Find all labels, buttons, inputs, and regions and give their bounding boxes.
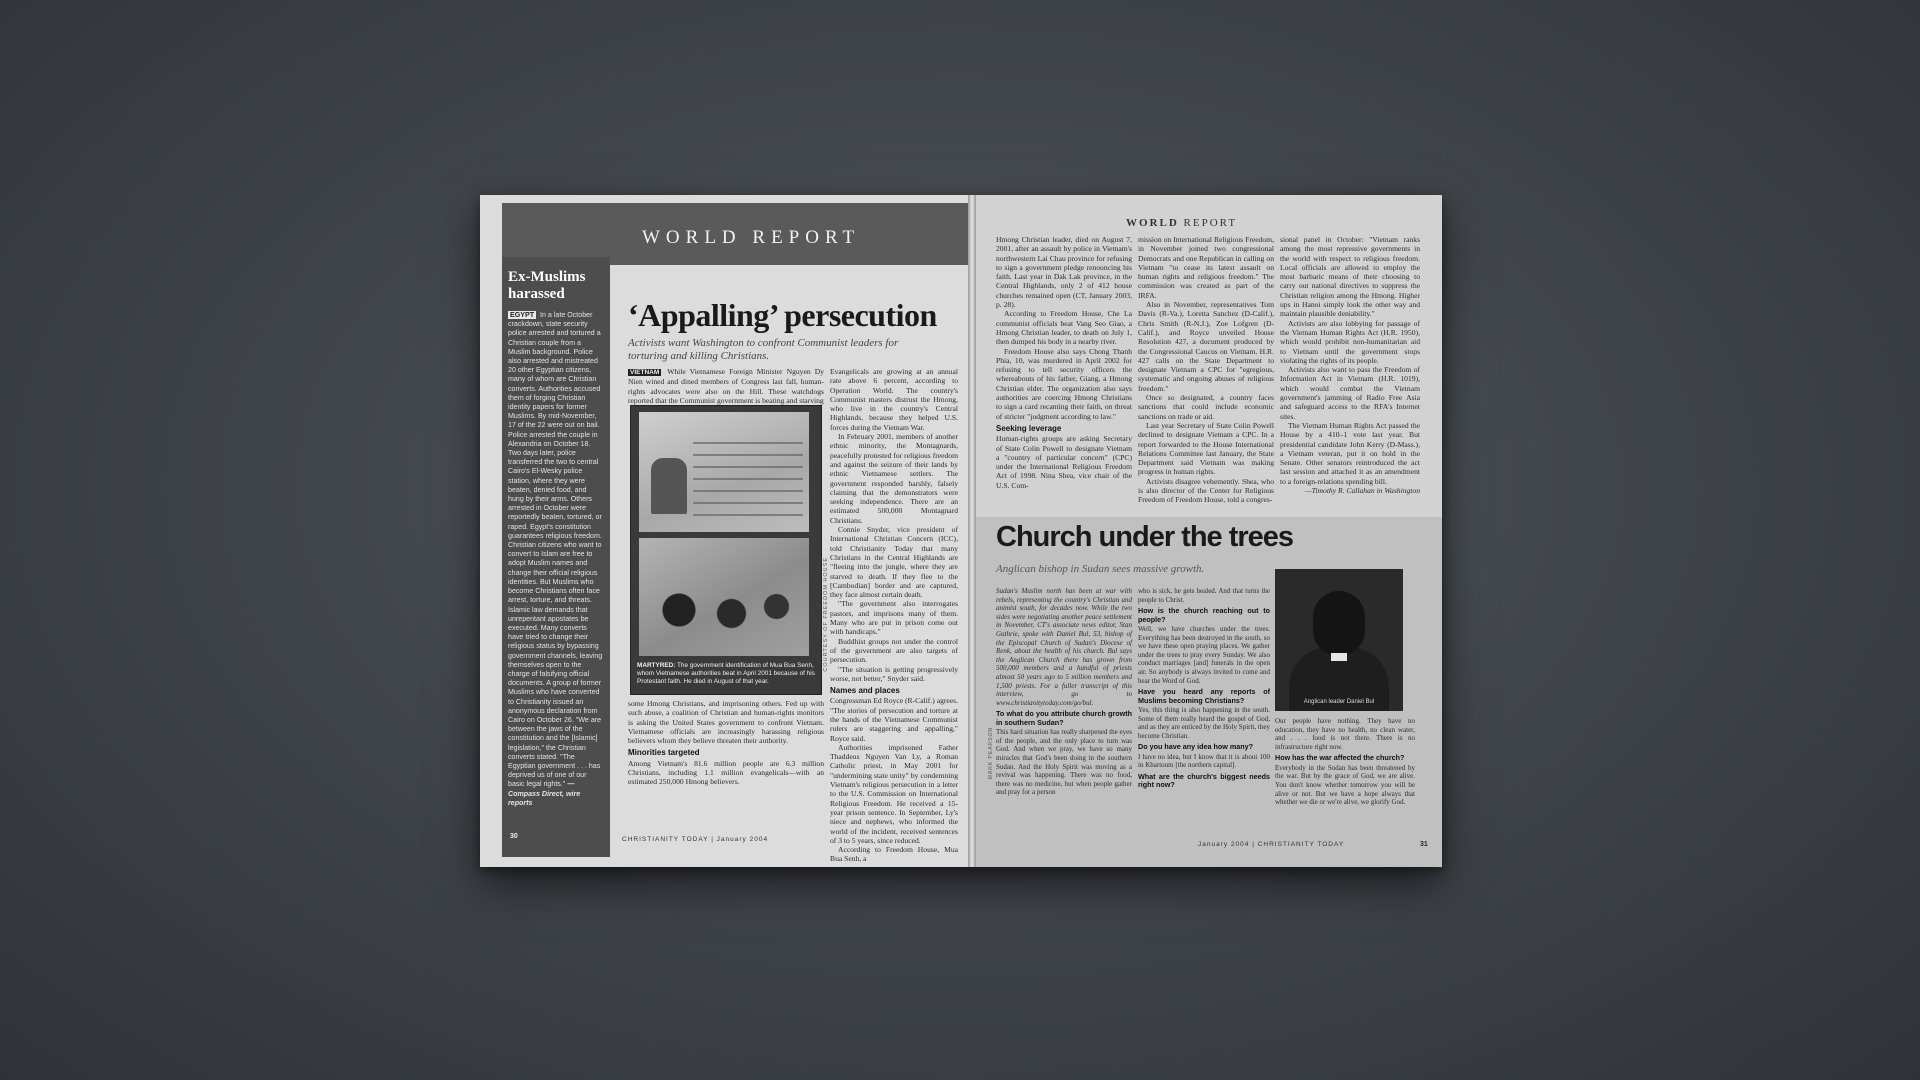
subhead: Names and places (830, 686, 900, 696)
interview-answer: Everybody in the Sudan has been threatened by the war. But by the grace of God, we are alive. You don't know whether tomorrow you will be alive or not. But we have a hope always that whether we die or we're alive, we glorify God. (1275, 763, 1415, 807)
continued-col1 (996, 235, 1132, 513)
body-text: According to Freedom House, Mua Bua Senh, a (830, 845, 958, 864)
article-credit: —Timothy R. Callahan in Washington (1304, 486, 1420, 496)
section-word: WORLD (1126, 217, 1179, 229)
article-deck: Activists want Washington to confront Communist leaders for torturing and killing Christians. (628, 337, 899, 362)
body-text: mission on International Religious Freedom, in November joined two congressional Democrats and one Republican in calling on Vietnam "to cease its latest assault on human rights and religious freedom." The commission was created as part of the IRFA. (1138, 235, 1274, 300)
publication-footer-right: January 2004 | CHRISTIANITY TODAY (1198, 841, 1345, 848)
sidebar-text: In a late October crackdown, state security police arrested and tortured a Christian couple from a Muslim background. Police also arrested and mistreated 20 other Egyptian citizens, many of whom are Christian converts. Authorities accused them of forging Christian identity papers for former Muslims. By mid-November, 17 of the 22 were out on bail. Police arrested the couple in Alexandria on October 18. Two days later, police transferred the two to central Cairo's El-Wesky police station, where they were beaten, denied food, and hung by their arms. Others arrested in October were reportedly beaten, tortured, or raped. Egypt's constitution guarantees religious freedom. Christian citizens who want to convert to Islam are free to adopt Muslim names and change their official religious identities. But Muslims who become Christians often face arrest, torture, and threats. Islamic law demands that unrepentant apostates be executed. Many converts have tried to change their religious status by bypassing government channels, leaving themselves open to the charge of falsifying official documents. A group of former Muslims who have converted to Christianity issued an anonymous declaration from Cairo on October 26. "We are between the jaws of the constitution and the [Islamic] legislation," the Christian converts stated. "The Egyptian government . . . has deprived us of one of our basic legal rights." (508, 311, 603, 789)
body-text: Also in November, representatives Tom Davis (R-Va.), Loretta Sanchez (D-Calif.), Chris Smith (R-N.J.), Zoe Lofgren (D-Calif.), and Royce unveiled House Resolution 427, a document produced by the Congressional Caucus on Vietnam. H.R. 427 calls on the State Department to designate Vietnam a CPC for "egregious, systematic and ongoing abuses of religious freedom." (1138, 300, 1274, 393)
interview-question: To what do you attribute church growth in southern Sudan? (996, 709, 1132, 727)
article-col2 (830, 367, 958, 864)
interview-col2 (1138, 587, 1270, 855)
photo-caption: Anglican leader Daniel Bul (1303, 699, 1375, 705)
body-text: Buddhist groups not under the control of the government are also targets of persecution. (830, 636, 958, 665)
bishop-portrait-photo (1275, 569, 1403, 711)
interview-answer: Our people have nothing. They have no education, they have no health, no clean water, and . . . food is not there. There is no infrastructure right now. (1275, 717, 1415, 751)
body-text: The Vietnam Human Rights Act passed the House by a 410–1 vote last year. But presidential candidate John Kerry (D-Mass.), a Vietnam veteran, put it on hold in the Senate. Other senators reintroduced the act last session and attached it as an amendment to a foreign-relations spending bill. (1280, 420, 1420, 486)
page-number-right: 31 (1420, 841, 1428, 848)
id-card-front (639, 412, 809, 532)
right-page (974, 195, 1442, 867)
article-col1-top (628, 367, 824, 403)
interview-intro: Sudan's Muslim north has been at war with rebels, representing the country's Christian and animist south, for decades now. While the two sides were negotiating another peace settlement in November, CT's associate news editor, Stan Guthrie, spoke with Daniel Bul, 53, bishop of the Episcopal Church of Sudan's Diocese of Renk, about the health of his church. Bul says the Anglican Church there has grown from 500,000 members and a handful of priests almost 50 years ago to 5 million members and 1,500 priests. For a fuller transcript of this interview, go to www.christianitytoday.com/go/bul. (996, 587, 1132, 707)
interview-answer: This hard situation has really sharpened the eyes of the people, and the only place to turn was God. And when we pray, we have so many miracles that God's been doing in the southern Sudan. And the Holy Spirit was moving as a revival was happening. There was no food, there was no medicine, but when people gather and pray for a person (996, 728, 1132, 797)
photo-caption (637, 662, 815, 685)
interview-question: Have you heard any reports of Muslims becoming Christians? (1138, 687, 1270, 705)
section-header (502, 203, 970, 265)
sidebar-headline: Ex-Muslims harassed (508, 269, 586, 302)
spine (968, 195, 976, 867)
body-text: Activists disagree vehemently. Shea, who is also director of the Center for Religious Freedom of Freedom House, told a congres- (1138, 476, 1274, 505)
id-card-photo (630, 405, 822, 695)
subhead: Minorities targeted (628, 748, 700, 758)
article-deck: Anglican bishop in Sudan sees massive growth. (996, 563, 1205, 575)
left-page (480, 195, 970, 867)
id-portrait (651, 458, 687, 514)
body-text: Connie Snyder, vice president of International Christian Concern (ICC), told Christianity Today that many Christians in the Central Highlands are "fleeing into the jungle, where they are starved to death. If they flee to the [Cambodian] border and are captured, they face almost certain death. (830, 525, 958, 600)
clerical-collar (1331, 653, 1347, 661)
interview-answer: who is sick, he gets healed. And that turns the people to Christ. (1138, 587, 1270, 604)
body-text: Activists also want to pass the Freedom of Information Act in Vietnam (H.R. 1019), which would combat the Vietnam government's jamming of Radio Free Asia and safeguard access to the RFA's Internet sites. (1280, 365, 1420, 421)
publication-footer-left: CHRISTIANITY TODAY | January 2004 (622, 836, 769, 843)
interview-answer: Well, we have churches under the trees. Everything has been destroyed in the south, so we have these open praying places. We gather under the trees to pray every Sunday. We also conduct marriages [and] funerals in the open air. So anybody is always invited to come and hear the Word of God. (1138, 625, 1270, 685)
body-text: Freedom House also says Chong Thanh Phia, 10, was murdered in April 2002 for refusing to tell security officers the whereabouts of his father, Giang, a Hmong Christian elder. The organization also says authorities are coercing Hmong Christians to sign a card recanting their faith, on threat of stricter "judgment according to law." (996, 346, 1132, 421)
body-text: Congressman Ed Royce (R-Calif.) agrees. "The stories of persecution and torture at the hands of the Vietnamese Communist rulers are staggering and appalling," Royce said. (830, 696, 958, 743)
sidebar-ex-muslims (502, 257, 610, 857)
page-number-left: 30 (510, 833, 518, 840)
body-text: Authorities imprisoned Father Thaddeus Nguyen Van Ly, a Roman Catholic priest, in May 2001 for "undermining state unity" by condemning Vietnam's religious persecution in a letter to the U.S. Commission on International Religious Freedom. He received a 15-year prison sentence. In September, Ly's niece and nephews, who informed the world of the incident, received sentences of 3 to 5 years, since reduced. (830, 742, 958, 845)
body-text: Hmong Christian leader, died on August 7, 2001, after an assault by police in Vietnam's northwestern Lai Chau province for refusing to sign a government pledge renouncing his faith. Last year in Dak Lak province, in the Central Highlands, only 2 of 412 house churches remained open (CT, January 2003, p. 28). (996, 235, 1132, 310)
portrait-face (1313, 591, 1365, 655)
section-header-right (1126, 217, 1237, 229)
country-tag: EGYPT (510, 311, 535, 319)
section-word: REPORT (1178, 217, 1238, 229)
body-text: Among Vietnam's 81.6 million people are 6.3 million Christians, including 1.1 million evangelicals—with an estimated 250,000 Hmong believers. (628, 758, 824, 787)
continued-col2 (1138, 235, 1274, 513)
magazine-spread (480, 195, 1442, 867)
interview-answer: Yes, this thing is also happening in the south. Some of them really heard the gospel of God, and as they are enticed by the Holy Spirit, they become Christian. (1138, 705, 1270, 740)
body-text: sional panel in October: "Vietnam ranks among the most repressive governments in the world with respect to religious freedom. Local officials are allowed to employ the most barbaric means of their choosing to carry out national directives to suppress the Christian religion among the Hmong. Higher ups in Hanoi simply look the other way and maintain plausible deniability." (1280, 235, 1420, 319)
interview-answer: I have no idea, but I know that it is about 100 in Khartoum [the northern capital]. (1138, 752, 1270, 770)
body-text: Evangelicals are growing at an annual rate above 6 percent, according to Operation World. The country's Communist masters distrust the Hmong, who live in the country's Central Highlands, because they helped U.S. forces during the Vietnam War. (830, 367, 958, 432)
id-text-lines (693, 442, 803, 522)
country-tag: VIETNAM (630, 369, 660, 376)
body-text: "The government also interrogates pastors, and imprisons many of them. Many who are put in prison come out with handicaps." (830, 599, 958, 637)
interview-col3 (1275, 717, 1415, 839)
body-text: Once so designated, a country faces sanctions that could include economic sanctions on trade or aid. (1138, 393, 1274, 421)
interview-question: How has the war affected the church? (1275, 753, 1405, 763)
body-text: According to Freedom House, Che La communist officials beat Vang Seo Giao, a Hmong Christian leader, to death on July 1, then dumped his body in a nearby river. (996, 309, 1132, 347)
article-headline: ‘Appalling’ persecution (628, 297, 937, 333)
caption-text: The government identification of Mua Bua Senh, whom Vietnamese authorities beat in April 2001 because of his Protestant faith. He died in August of that year. (637, 662, 815, 685)
photo-credit: MARK PEARSON (988, 727, 994, 780)
article-headline: Church under the trees (996, 521, 1294, 553)
continued-col3 (1280, 235, 1420, 513)
article-persecution (620, 257, 960, 864)
interview-question: Do you have any idea how many? (1138, 742, 1254, 752)
body-text: Human-rights groups are asking Secretary of State Colin Powell to designate Vietnam a "country of particular concern" (CPC) under the International Religious Freedom Act of 1998. Nina Shea, vice chair of the U.S. Com- (996, 434, 1132, 490)
article-col1-bottom (628, 699, 824, 847)
body-text: In February 2001, members of another ethnic minority, the Montagnards, peacefully protested for religious freedom and against the seizure of their lands by ethnic Vietnamese settlers. The government responded harshly, falsely claiming that the demonstrators were seeking independence. There are an estimated 500,000 Montagnard Christians. (830, 432, 958, 525)
section-title: WORLD REPORT (642, 227, 861, 248)
body-text: Activists are also lobbying for passage of the Vietnam Human Rights Act (H.R. 1950), which would prohibit non-humanitarian aid to Vietnam until the government stops violating the rights of its people. (1280, 318, 1420, 365)
sidebar-credit: —Compass Direct, wire reports (508, 780, 581, 807)
id-card-back (639, 538, 809, 656)
photo-credit: COURTESY OF FREEDOM HOUSE (823, 557, 829, 672)
body-text: Last year Secretary of State Colin Powell declined to designate Vietnam a CPC. In a report forwarded to the House International Relations Committee last January, the State Department said Vietnam was making progress in human rights. (1138, 420, 1274, 477)
subhead: Seeking leverage (996, 423, 1062, 433)
interview-question: What are the church's biggest needs right now? (1138, 771, 1270, 790)
sidebar-body (508, 311, 604, 831)
caption-label: MARTYRED: (637, 662, 676, 669)
interview-question: How is the church reaching out to people? (1138, 606, 1270, 624)
body-text: "The situation is getting progressively worse, not better," Snyder said. (830, 664, 958, 683)
body-text: some Hmong Christians, and imprisoning others. Fed up with such abuse, a coalition of Christian and human-rights monitors is asking the United States government to confront Vietnam. Vietnamese officials are increasingly harassing religious believers whom they believe threaten their authority. (628, 699, 824, 746)
article-church-under-trees (974, 517, 1442, 867)
interview-col1 (996, 587, 1132, 855)
fingerprints (649, 568, 799, 638)
body-text: While Vietnamese Foreign Minister Nguyen Dy Nien wined and dined members of Congress last fall, human-rights advocates were also on the Hill. These watchdogs reported that the Communist government is beating and starving (628, 367, 824, 405)
